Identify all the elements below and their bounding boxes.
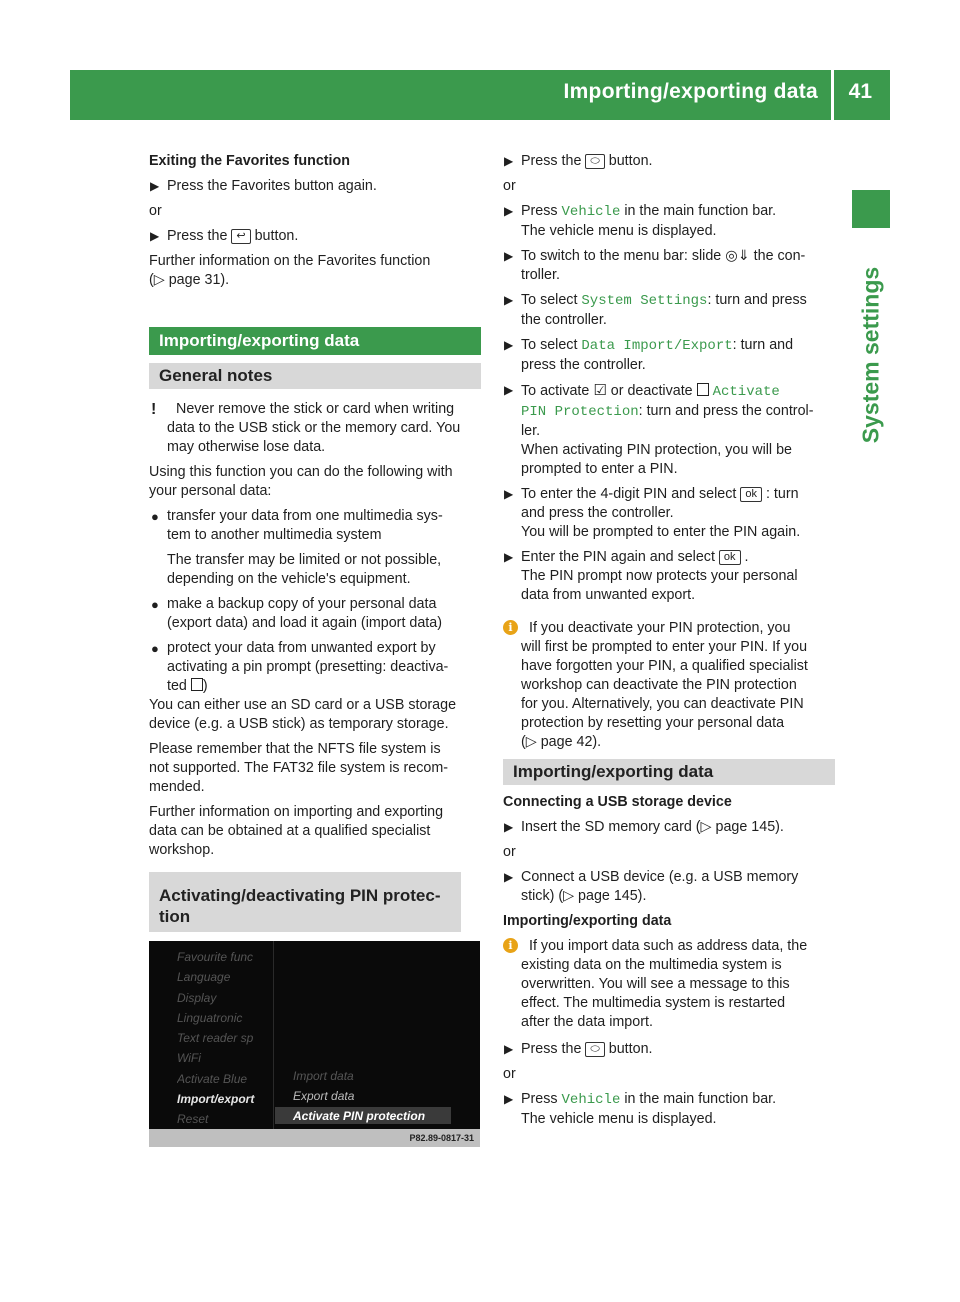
settings-menu	[177, 947, 273, 1130]
section-heading-line: tion	[159, 907, 191, 926]
menu-divider	[273, 941, 274, 1129]
info-line: overwritten. You will see a message to this	[521, 976, 790, 992]
side-tab-label: System settings	[857, 266, 884, 444]
step-line: troller.	[521, 267, 560, 283]
paragraph: mended.	[149, 779, 205, 795]
menu-item: Reset	[177, 1112, 209, 1127]
paragraph: Using this function you can do the following with	[149, 464, 453, 480]
step-arrow-icon: ▶	[504, 204, 514, 218]
bullet-line: tem to another multimedia system	[167, 527, 382, 543]
bullet-line: activating a pin prompt (presetting: deactiva-	[167, 659, 449, 675]
step: ▶ Press the ⬭ button.	[504, 153, 653, 169]
favorites-heading: Exiting the Favorites function	[149, 153, 350, 169]
paragraph: workshop.	[149, 842, 215, 858]
step-arrow-icon: ▶	[504, 293, 514, 307]
paragraph: data can be obtained at a qualified specialist	[149, 823, 431, 839]
bullet-line: The transfer may be limited or not possible,	[167, 552, 442, 568]
step-arrow-icon: ▶	[504, 338, 514, 352]
step-arrow-icon: ▶	[504, 487, 514, 501]
info-icon: i	[503, 620, 518, 635]
menu-item-selected: Import/export	[177, 1092, 255, 1107]
or-text: or	[149, 203, 162, 219]
info-icon: i	[503, 938, 518, 953]
step-line: prompted to enter a PIN.	[521, 461, 678, 477]
step: ▶ To enter the 4-digit PIN and select ok : turn	[504, 486, 799, 502]
section-heading-import: Importing/exporting data	[149, 327, 481, 355]
step-line: PIN Protection: turn and press the control-	[521, 403, 814, 420]
menu-item: Activate Blue	[177, 1071, 248, 1086]
submenu-item-selected: Activate PIN protection	[293, 1109, 426, 1123]
step: ▶ To switch to the menu bar: slide ◎⇓ the con-	[504, 248, 806, 264]
submenu	[293, 1066, 425, 1126]
checkbox-checked-icon: ☑	[593, 382, 607, 399]
ok-key-icon: ok	[719, 550, 741, 565]
paragraph: You can either use an SD card or a USB storage	[149, 697, 457, 713]
step: ▶ Connect a USB device (e.g. a USB memory	[504, 869, 799, 885]
step-line: The vehicle menu is displayed.	[521, 1111, 717, 1127]
or-text: or	[503, 178, 516, 194]
step: ▶ Press Vehicle in the main function bar.	[504, 203, 777, 220]
checkbox-empty-icon	[191, 678, 203, 691]
info-line: for you. Alternatively, you can deactivate PIN	[521, 696, 804, 712]
side-tab-marker	[852, 190, 890, 228]
side-tab	[848, 250, 894, 460]
warning-line: data to the USB stick or the memory card. You	[167, 420, 461, 436]
info-line: If you deactivate your PIN protection, you	[529, 620, 791, 636]
step-arrow-icon: ▶	[504, 550, 514, 564]
checkbox-empty-icon	[697, 383, 709, 396]
step-line: stick) (▷ page 145).	[521, 888, 647, 904]
info-line: have forgotten your PIN, a qualified specialist	[521, 658, 808, 674]
step-line: The PIN prompt now protects your personal	[521, 568, 798, 584]
info-note	[503, 937, 835, 1032]
step: ▶ Insert the SD memory card (▷ page 145).	[504, 819, 784, 835]
left-column	[149, 152, 481, 290]
info-line: existing data on the multimedia system is	[521, 957, 782, 973]
general-notes-body	[149, 400, 481, 860]
step-arrow-icon: ▶	[504, 870, 514, 884]
bullet-item: ● transfer your data from one multimedia sys-	[151, 508, 443, 524]
menu-item: Linguatronic	[177, 1010, 243, 1025]
menu-item: Text reader sp	[177, 1031, 254, 1046]
or-text: or	[503, 844, 516, 860]
info-line: effect. The multimedia system is restarted	[521, 995, 786, 1011]
step-arrow-icon: ▶	[504, 1042, 514, 1056]
figure-reference: P82.89-0817-31	[409, 1133, 474, 1143]
menu-item: Favourite func	[177, 950, 254, 964]
vehicle-button-icon: ⬭	[585, 1042, 604, 1057]
step-arrow-icon: ▶	[504, 154, 514, 168]
system-settings-screenshot	[149, 941, 480, 1147]
bullet-line: depending on the vehicle's equipment.	[167, 571, 411, 587]
back-button-icon: ↩	[231, 229, 250, 244]
ok-key-icon: ok	[740, 487, 762, 502]
step: ▶ Press the ⬭ button.	[504, 1041, 653, 1057]
section-heading-pin	[149, 872, 461, 932]
header-title: Importing/exporting data	[563, 80, 818, 103]
step-arrow-icon: ▶	[150, 179, 160, 193]
paragraph: not supported. The FAT32 file system is recom-	[149, 760, 449, 776]
bullet-icon: ●	[151, 509, 159, 524]
submenu-item: Import data	[293, 1069, 354, 1083]
step-line: the controller.	[521, 312, 607, 328]
info-line: workshop can deactivate the PIN protection	[521, 677, 797, 693]
paragraph: device (e.g. a USB stick) as temporary storage.	[149, 716, 449, 732]
warning-icon: !	[151, 401, 157, 418]
bullet-line: (export data) and load it again (import data)	[167, 615, 442, 631]
info-line: protection by resetting your personal data	[521, 715, 785, 731]
info-line: will first be prompted to enter your PIN. If you	[521, 639, 808, 655]
step-arrow-icon: ▶	[504, 1092, 514, 1106]
step-arrow-icon: ▶	[504, 249, 514, 263]
section-heading-general-notes: General notes	[149, 363, 481, 389]
vehicle-button-icon: ⬭	[585, 154, 604, 169]
step-line: data from unwanted export.	[521, 587, 696, 603]
bullet-icon: ●	[151, 641, 159, 656]
info-note	[503, 619, 835, 752]
or-text: or	[503, 1066, 516, 1082]
header-divider	[831, 70, 834, 120]
step: ▶ Press the Favorites button again.	[150, 178, 377, 194]
step-line: You will be prompted to enter the PIN again.	[521, 524, 801, 540]
step-arrow-icon: ▶	[150, 229, 160, 243]
bullet-item: ● protect your data from unwanted export by	[151, 640, 436, 656]
info-line: after the data import.	[521, 1014, 653, 1030]
page-number: 41	[848, 80, 872, 103]
warning-line: may otherwise lose data.	[167, 439, 326, 455]
page-reference: (▷ page 31).	[149, 272, 230, 288]
info-line: If you import data such as address data, the	[529, 938, 808, 954]
page-reference: (▷ page 42).	[521, 734, 602, 750]
paragraph: your personal data:	[149, 483, 272, 499]
bullet-icon: ●	[151, 597, 159, 612]
menu-item: WiFi	[177, 1051, 201, 1066]
step-line: press the controller.	[521, 357, 646, 373]
bullet-line: ted )	[167, 678, 208, 694]
bullet-item: ● make a backup copy of your personal data	[151, 596, 437, 612]
step-line: and press the controller.	[521, 505, 674, 521]
step: ▶ To activate ☑ or deactivate Activate	[504, 382, 780, 400]
import-heading: Importing/exporting data	[503, 913, 672, 929]
step: ▶ To select System Settings: turn and press	[504, 292, 807, 309]
right-column	[503, 152, 835, 752]
step: ▶ To select Data Import/Export: turn and	[504, 337, 794, 354]
paragraph: Please remember that the NFTS file system is	[149, 741, 441, 757]
step-line: When activating PIN protection, you will be	[521, 442, 792, 458]
step-line: The vehicle menu is displayed.	[521, 223, 717, 239]
section-heading-import-2: Importing/exporting data	[503, 759, 835, 785]
right-column-lower	[503, 793, 835, 1129]
warning-note	[149, 400, 481, 457]
page-header	[70, 70, 890, 120]
step-line: ler.	[521, 423, 541, 439]
warning-line: Never remove the stick or card when writing	[176, 401, 455, 417]
step-arrow-icon: ▶	[504, 383, 514, 397]
submenu-item: Export data	[293, 1089, 355, 1103]
step: ▶ Press the ↩ button.	[150, 228, 299, 244]
menu-item: Language	[177, 970, 231, 985]
menu-item: Display	[177, 990, 217, 1005]
usb-heading: Connecting a USB storage device	[503, 794, 732, 810]
paragraph: Further information on importing and exporting	[149, 804, 444, 820]
section-heading-line: Activating/deactivating PIN protec-	[159, 886, 441, 905]
step-arrow-icon: ▶	[504, 820, 514, 834]
step: ▶ Press Vehicle in the main function bar.	[504, 1091, 777, 1108]
step: ▶ Enter the PIN again and select ok .	[504, 549, 749, 565]
further-info: Further information on the Favorites function	[149, 253, 431, 269]
